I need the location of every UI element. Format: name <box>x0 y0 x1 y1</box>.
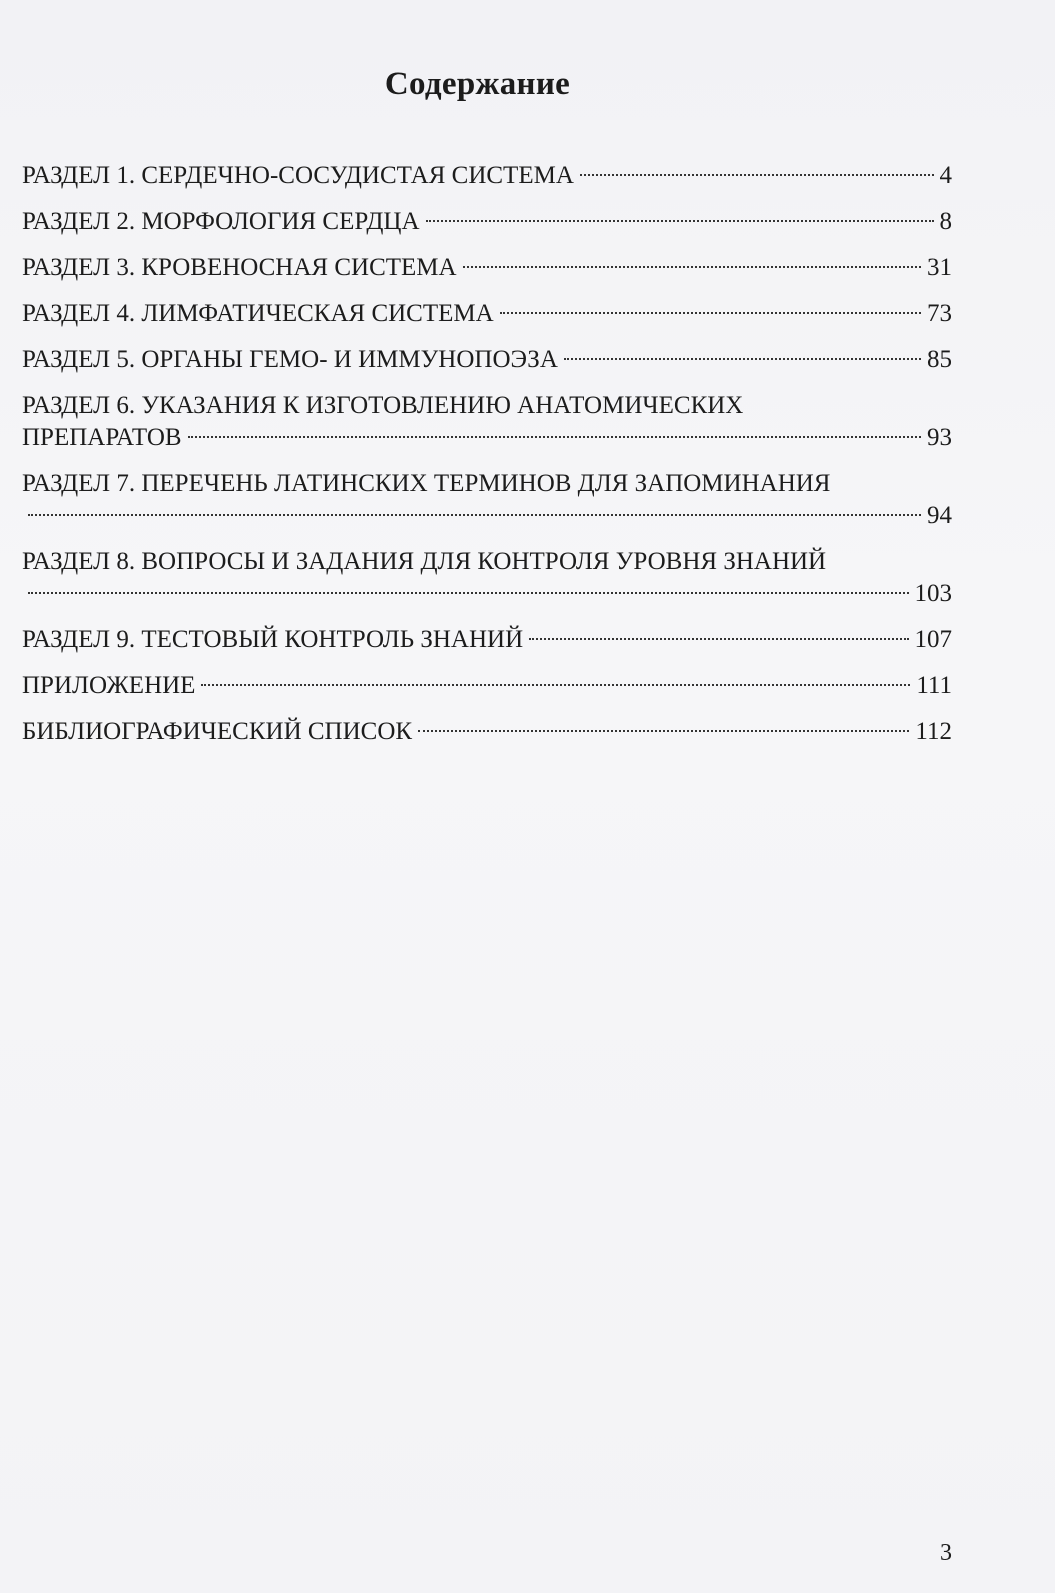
toc-entry-page: 93 <box>927 424 952 451</box>
toc-entry-section-7[interactable] <box>22 468 952 532</box>
dot-leader <box>201 684 910 686</box>
table-of-contents <box>22 160 952 762</box>
dot-leader <box>28 592 909 594</box>
toc-entry-page: 111 <box>916 672 952 699</box>
toc-entry-page: 8 <box>939 208 952 235</box>
toc-entry-label: БИБЛИОГРАФИЧЕСКИЙ СПИСОК <box>22 718 413 745</box>
toc-entry-label: РАЗДЕЛ 4. ЛИМФАТИЧЕСКАЯ СИСТЕМА <box>22 300 494 327</box>
toc-entry-page: 4 <box>939 162 952 189</box>
toc-entry-section-8[interactable] <box>22 546 952 610</box>
dot-leader <box>188 436 921 438</box>
toc-entry-page: 112 <box>915 718 952 745</box>
dot-leader <box>28 514 921 516</box>
toc-entry-section-6[interactable] <box>22 390 952 454</box>
toc-entry-section-5[interactable] <box>22 344 952 376</box>
toc-entry-bibliography[interactable] <box>22 716 952 748</box>
toc-entry-section-2[interactable] <box>22 206 952 238</box>
toc-entry-label: РАЗДЕЛ 3. КРОВЕНОСНАЯ СИСТЕМА <box>22 254 457 281</box>
page-number: 3 <box>940 1540 952 1566</box>
toc-entry-page: 103 <box>914 580 952 607</box>
dot-leader <box>463 266 921 268</box>
toc-entry-label: РАЗДЕЛ 1. СЕРДЕЧНО-СОСУДИСТАЯ СИСТЕМА <box>22 162 574 189</box>
toc-entry-section-1[interactable] <box>22 160 952 192</box>
toc-entry-page: 31 <box>927 254 952 281</box>
toc-entry-appendix[interactable] <box>22 670 952 702</box>
toc-entry-label: РАЗДЕЛ 5. ОРГАНЫ ГЕМО- И ИММУНОПОЭЗА <box>22 346 558 373</box>
dot-leader <box>418 730 909 732</box>
toc-entry-label: ПРИЛОЖЕНИЕ <box>22 672 196 699</box>
toc-entry-section-9[interactable] <box>22 624 952 656</box>
dot-leader <box>580 174 934 176</box>
toc-entry-label: РАЗДЕЛ 9. ТЕСТОВЫЙ КОНТРОЛЬ ЗНАНИЙ <box>22 626 524 653</box>
toc-entry-label: РАЗДЕЛ 2. МОРФОЛОГИЯ СЕРДЦА <box>22 208 420 235</box>
toc-entry-section-4[interactable] <box>22 298 952 330</box>
dot-leader <box>529 638 908 640</box>
toc-entry-label: ПРЕПАРАТОВ <box>22 424 182 451</box>
page-title: Содержание <box>384 66 571 102</box>
toc-entry-label-line1: РАЗДЕЛ 8. ВОПРОСЫ И ЗАДАНИЯ ДЛЯ КОНТРОЛЯ УРОВНЯ ЗНАНИЙ <box>22 548 827 575</box>
dot-leader <box>500 312 921 314</box>
toc-entry-section-3[interactable] <box>22 252 952 284</box>
toc-entry-page: 94 <box>927 502 952 529</box>
dot-leader <box>426 220 934 222</box>
toc-entry-label-line1: РАЗДЕЛ 7. ПЕРЕЧЕНЬ ЛАТИНСКИХ ТЕРМИНОВ ДЛЯ ЗАПОМИНАНИЯ <box>22 470 831 497</box>
toc-entry-page: 85 <box>927 346 952 373</box>
dot-leader <box>564 358 921 360</box>
toc-entry-page: 73 <box>927 300 952 327</box>
toc-entry-label-line1: РАЗДЕЛ 6. УКАЗАНИЯ К ИЗГОТОВЛЕНИЮ АНАТОМИЧЕСКИХ <box>22 392 744 419</box>
toc-entry-page: 107 <box>914 626 952 653</box>
